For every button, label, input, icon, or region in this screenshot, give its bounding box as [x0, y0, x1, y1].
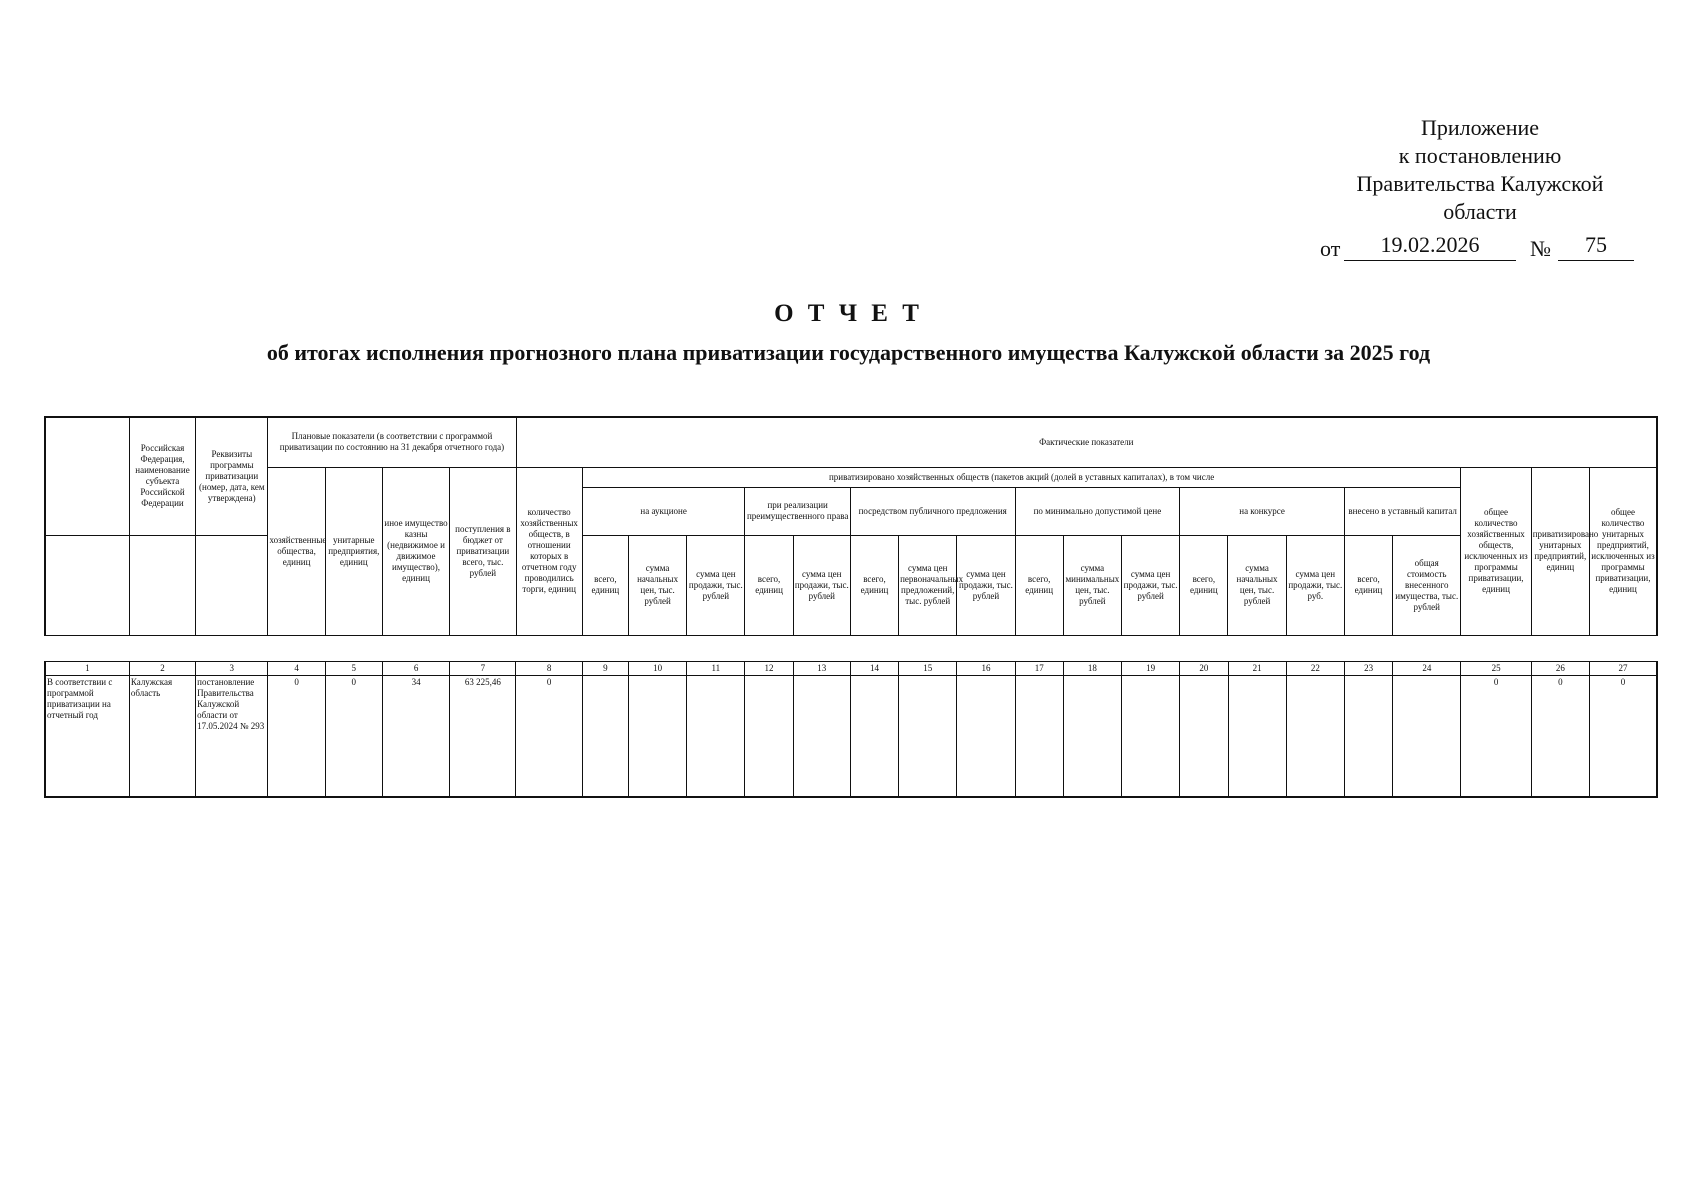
- header-public-total: всего, единиц: [850, 535, 898, 635]
- column-number: 5: [325, 662, 382, 676]
- header-contest-total: всего, единиц: [1180, 535, 1228, 635]
- column-number: 18: [1063, 662, 1121, 676]
- header-empty-cell: [45, 535, 129, 635]
- report-title: О Т Ч Е Т: [774, 300, 923, 327]
- header-contest-sale: сумма цен продажи, тыс. руб.: [1286, 535, 1344, 635]
- row-cell: [582, 676, 628, 798]
- header-preemptive-total: всего, единиц: [745, 535, 793, 635]
- header-contest-initial: сумма начальных цен, тыс. рублей: [1228, 535, 1286, 635]
- row-cell: [1393, 676, 1461, 798]
- header-empty-cell: [196, 535, 268, 635]
- header-minimal-min: сумма минимальных цен, тыс. рублей: [1063, 535, 1121, 635]
- header-empty-cell: [129, 535, 195, 635]
- row-plan-budget: 63 225,46: [450, 676, 516, 798]
- header-preemptive: при реализации преимущественного права: [745, 487, 850, 535]
- header-public-sale: сумма цен продажи, тыс. рублей: [957, 535, 1015, 635]
- column-number: 17: [1015, 662, 1063, 676]
- report-table: [44, 416, 1658, 636]
- row-cell: [628, 676, 686, 798]
- row-cell: [850, 676, 898, 798]
- header-plan-other: иное имущество казны (недвижимое и движимое имущество), единиц: [382, 467, 449, 635]
- header-auction: на аукционе: [582, 487, 745, 535]
- column-number: 25: [1461, 662, 1531, 676]
- column-number: 15: [899, 662, 957, 676]
- header-auction-sale: сумма цен продажи, тыс. рублей: [687, 535, 745, 635]
- column-number: 4: [268, 662, 325, 676]
- header-requisites: Реквизиты программы приватизации (номер, дата, кем утверждена): [196, 417, 268, 535]
- row-plan-other: 34: [382, 676, 449, 798]
- header-auction-total: всего, единиц: [582, 535, 628, 635]
- column-number: 22: [1286, 662, 1344, 676]
- header-privatized-unitary: приватизировано унитарных предприятий, единиц: [1531, 467, 1589, 635]
- column-number: 21: [1228, 662, 1286, 676]
- row-cell: [687, 676, 745, 798]
- row-cell: [1122, 676, 1180, 798]
- appendix-date: 19.02.2026: [1344, 232, 1516, 261]
- row-cell: [1228, 676, 1286, 798]
- header-contest: на конкурсе: [1180, 487, 1345, 535]
- header-plan-unitary: унитарные предприятия, единиц: [325, 467, 382, 635]
- column-number: 20: [1180, 662, 1228, 676]
- row-cell: [1180, 676, 1228, 798]
- column-number: 23: [1345, 662, 1393, 676]
- header-actual: Фактические показатели: [516, 417, 1657, 467]
- column-number: 6: [382, 662, 449, 676]
- header-privatized: приватизировано хозяйственных обществ (пакетов акций (долей в уставных капиталах), в том числе: [582, 467, 1461, 487]
- row-count-companies: 0: [516, 676, 582, 798]
- column-number: 1: [45, 662, 129, 676]
- report-table-body: [44, 661, 1658, 798]
- header-plan-budget: поступления в бюджет от приватизации всего, тыс. рублей: [450, 467, 516, 635]
- column-number: 14: [850, 662, 898, 676]
- row-plan-unitary: 0: [325, 676, 382, 798]
- header-contributed: внесено в уставный капитал: [1344, 487, 1460, 535]
- header-auction-initial: сумма начальных цен, тыс. рублей: [628, 535, 686, 635]
- row-cell: [793, 676, 850, 798]
- header-empty-cell: [45, 417, 129, 535]
- row-cell: [899, 676, 957, 798]
- row-total-unitary-excluded: 0: [1590, 676, 1657, 798]
- appendix-line: Приложение: [1420, 115, 1540, 140]
- row-cell: [957, 676, 1015, 798]
- column-number: 19: [1122, 662, 1180, 676]
- row-total-excluded: 0: [1461, 676, 1531, 798]
- header-minimal: по минимально допустимой цене: [1015, 487, 1180, 535]
- row-cell: [1286, 676, 1344, 798]
- row-cell: [1063, 676, 1121, 798]
- column-number: 9: [582, 662, 628, 676]
- column-number: 3: [196, 662, 268, 676]
- appendix-line: к постановлению: [1398, 143, 1562, 168]
- column-number: 24: [1393, 662, 1461, 676]
- header-minimal-sale: сумма цен продажи, тыс. рублей: [1122, 535, 1180, 635]
- column-numbers-row: [45, 662, 1657, 676]
- header-minimal-total: всего, единиц: [1015, 535, 1063, 635]
- column-number: 13: [793, 662, 850, 676]
- table-row: [45, 676, 1657, 798]
- header-total-excluded: общее количество хозяйственных обществ, исключенных из программы приватизации, единиц: [1461, 467, 1531, 635]
- column-number: 7: [450, 662, 516, 676]
- header-plan-companies: хозяйственные общества, единиц: [268, 467, 325, 635]
- row-requisites: постановление Правительства Калужской области от 17.05.2024 № 293: [196, 676, 268, 798]
- appendix-line: Правительства Калужской: [1356, 171, 1604, 196]
- column-number: 10: [628, 662, 686, 676]
- row-cell: [1345, 676, 1393, 798]
- date-prefix: от: [1320, 236, 1341, 261]
- appendix-block: [1300, 114, 1660, 226]
- header-total-unitary-excluded: общее количество унитарных предприятий, исключенных из программы приватизации, единиц: [1589, 467, 1657, 635]
- column-number: 2: [129, 662, 195, 676]
- header-count-companies: количество хозяйственных обществ, в отношении которых в отчетном году проводились торги, единиц: [516, 467, 582, 635]
- row-plan-companies: 0: [268, 676, 325, 798]
- row-subject: Калужская область: [129, 676, 195, 798]
- header-planned: Плановые показатели (в соответствии с программой приватизации по состоянию на 31 декабря отчетного года): [268, 417, 516, 467]
- header-preemptive-sale: сумма цен продажи, тыс. рублей: [793, 535, 850, 635]
- column-number: 11: [687, 662, 745, 676]
- header-public: посредством публичного предложения: [850, 487, 1015, 535]
- row-cell: [1015, 676, 1063, 798]
- column-number: 27: [1590, 662, 1657, 676]
- column-number: 12: [745, 662, 793, 676]
- column-number: 8: [516, 662, 582, 676]
- column-number: 26: [1531, 662, 1589, 676]
- appendix-line: области: [1443, 199, 1517, 224]
- row-basis: В соответствии с программой приватизации на отчетный год: [45, 676, 129, 798]
- header-contributed-total: всего, единиц: [1344, 535, 1392, 635]
- column-number: 16: [957, 662, 1015, 676]
- number-prefix: №: [1530, 236, 1551, 261]
- row-privatized-unitary: 0: [1531, 676, 1589, 798]
- header-contributed-value: общая стоимость внесенного имущества, тыс. рублей: [1393, 535, 1461, 635]
- header-subject: Российская Федерация, наименование субъекта Российской Федерации: [129, 417, 195, 535]
- report-subtitle: об итогах исполнения прогнозного плана приватизации государственного имущества Калужской области за 2025 год: [266, 340, 1431, 365]
- header-public-initial: сумма цен первоначальных предложений, тыс. рублей: [899, 535, 957, 635]
- appendix-number: 75: [1558, 232, 1634, 261]
- row-cell: [745, 676, 793, 798]
